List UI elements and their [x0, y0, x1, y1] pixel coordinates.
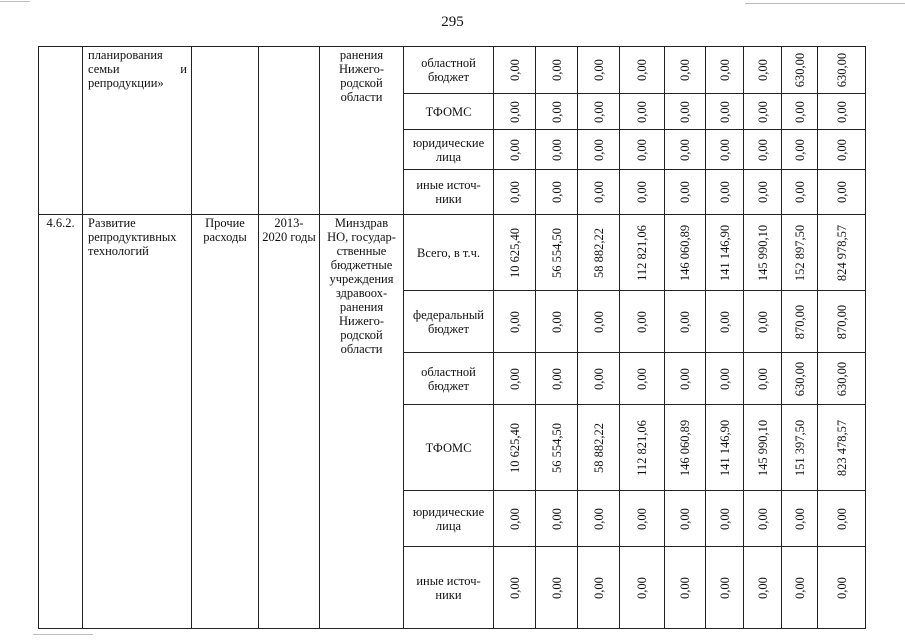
- period-cell: [259, 47, 320, 215]
- value-text: 112 821,06: [635, 224, 649, 281]
- value-text: 0,00: [717, 100, 732, 123]
- value-text: 0,00: [678, 576, 692, 599]
- value-cell: [665, 491, 706, 547]
- page-number: 295: [441, 14, 464, 30]
- value-text: 0,00: [507, 100, 522, 123]
- value-text: 10 625,40: [507, 422, 522, 473]
- value-text: 0,00: [834, 507, 849, 530]
- value-cell: [494, 47, 536, 94]
- source-cell: областной бюджет: [404, 47, 494, 94]
- value-text: 0,00: [717, 367, 732, 390]
- scan-artifact-line: [33, 634, 93, 635]
- value-cell: [665, 291, 706, 353]
- value-cell: [665, 170, 706, 215]
- value-text: 0,00: [792, 138, 807, 161]
- value-text: 0,00: [834, 138, 849, 161]
- value-cell: [665, 547, 706, 629]
- measure-name-word: и: [180, 62, 187, 76]
- value-text: 0,00: [635, 100, 649, 123]
- value-cell: [744, 130, 782, 170]
- value-text: 0,00: [717, 181, 732, 203]
- value-cell: [578, 547, 620, 629]
- value-text: 56 554,50: [549, 422, 564, 473]
- category-cell: [192, 47, 259, 215]
- value-text: 0,00: [591, 367, 606, 390]
- value-cell: [494, 547, 536, 629]
- value-cell: [536, 215, 578, 291]
- measure-name-cell: Развитие репродуктивных технологий: [83, 215, 192, 629]
- value-cell: [744, 94, 782, 130]
- value-text: 0,00: [717, 576, 732, 599]
- value-text: 0,00: [507, 310, 522, 333]
- value-text: 0,00: [678, 507, 692, 530]
- value-cell: [706, 47, 744, 94]
- value-cell: [706, 405, 744, 491]
- value-cell: [782, 94, 818, 130]
- value-cell: [620, 291, 665, 353]
- value-cell: [536, 170, 578, 215]
- value-text: 145 990,10: [755, 224, 770, 281]
- value-cell: [744, 170, 782, 215]
- value-text: 146 060,89: [678, 419, 692, 476]
- value-cell: [536, 547, 578, 629]
- value-text: 0,00: [834, 576, 849, 599]
- value-cell: [706, 170, 744, 215]
- value-cell: [536, 94, 578, 130]
- value-cell: [818, 215, 866, 291]
- value-text: 0,00: [678, 310, 692, 333]
- value-cell: [536, 130, 578, 170]
- value-cell: [665, 130, 706, 170]
- value-text: 0,00: [755, 576, 770, 599]
- value-cell: [706, 291, 744, 353]
- value-text: 0,00: [755, 138, 770, 161]
- value-cell: [744, 547, 782, 629]
- value-text: 0,00: [755, 181, 770, 203]
- value-cell: [578, 353, 620, 405]
- number-cell: 4.6.2.: [39, 215, 83, 629]
- value-cell: [620, 353, 665, 405]
- measure-name-line: репродукции»: [88, 76, 164, 90]
- value-text: 141 146,90: [717, 419, 732, 476]
- value-text: 0,00: [678, 138, 692, 161]
- value-cell: [578, 170, 620, 215]
- value-cell: [536, 353, 578, 405]
- value-text: 0,00: [549, 367, 564, 390]
- value-text: 0,00: [507, 576, 522, 599]
- value-text: 0,00: [678, 181, 692, 203]
- value-cell: [744, 291, 782, 353]
- table-row: [39, 47, 866, 94]
- value-text: 112 821,06: [635, 419, 649, 476]
- value-text: 0,00: [507, 59, 522, 81]
- value-text: 0,00: [717, 507, 732, 530]
- value-text: 0,00: [549, 310, 564, 333]
- value-text: 870,00: [834, 304, 849, 339]
- value-text: 0,00: [755, 367, 770, 390]
- value-cell: [744, 491, 782, 547]
- value-cell: [536, 491, 578, 547]
- value-cell: [665, 47, 706, 94]
- source-cell: федеральный бюджет: [404, 291, 494, 353]
- value-text: 0,00: [635, 367, 649, 390]
- value-text: 141 146,90: [717, 224, 732, 281]
- value-text: 0,00: [549, 138, 564, 161]
- value-text: 0,00: [591, 100, 606, 123]
- value-text: 0,00: [635, 507, 649, 530]
- value-cell: [782, 491, 818, 547]
- value-text: 0,00: [792, 100, 807, 123]
- value-text: 0,00: [591, 181, 606, 203]
- value-cell: [578, 94, 620, 130]
- value-cell: [818, 47, 866, 94]
- value-cell: [818, 94, 866, 130]
- scan-artifact-line: [745, 3, 905, 4]
- value-cell: [782, 47, 818, 94]
- value-cell: [494, 353, 536, 405]
- source-cell: иные источ-ники: [404, 170, 494, 215]
- value-cell: [494, 94, 536, 130]
- value-cell: [706, 130, 744, 170]
- value-cell: [665, 215, 706, 291]
- value-cell: [782, 215, 818, 291]
- value-cell: [818, 291, 866, 353]
- value-cell: [620, 47, 665, 94]
- value-text: 0,00: [635, 59, 649, 81]
- value-text: 630,00: [792, 52, 807, 88]
- value-text: 0,00: [755, 507, 770, 530]
- value-text: 0,00: [591, 576, 606, 599]
- value-cell: [536, 291, 578, 353]
- value-text: 0,00: [549, 507, 564, 530]
- value-cell: [494, 291, 536, 353]
- value-text: 824 978,57: [834, 224, 849, 281]
- value-text: 145 990,10: [755, 419, 770, 476]
- value-text: 0,00: [792, 181, 807, 203]
- category-cell: Прочие расходы: [192, 215, 259, 629]
- value-cell: [494, 405, 536, 491]
- value-text: 0,00: [717, 138, 732, 161]
- value-text: 0,00: [549, 576, 564, 599]
- budget-table: [38, 46, 866, 629]
- value-cell: [818, 353, 866, 405]
- value-cell: [706, 353, 744, 405]
- value-cell: [706, 491, 744, 547]
- measure-name-line: [88, 62, 187, 76]
- value-cell: [578, 215, 620, 291]
- value-text: 0,00: [591, 507, 606, 530]
- value-cell: [782, 547, 818, 629]
- value-cell: [665, 353, 706, 405]
- value-cell: [578, 47, 620, 94]
- value-cell: [782, 291, 818, 353]
- value-text: 0,00: [507, 507, 522, 530]
- value-cell: [782, 130, 818, 170]
- value-cell: [536, 47, 578, 94]
- measure-name-word: семьи: [88, 62, 120, 76]
- source-cell: юридические лица: [404, 130, 494, 170]
- source-cell: ТФОМС: [404, 94, 494, 130]
- value-text: 0,00: [507, 138, 522, 161]
- source-cell: Всего, в т.ч.: [404, 215, 494, 291]
- value-cell: [494, 491, 536, 547]
- value-text: 0,00: [635, 181, 649, 203]
- value-text: 0,00: [591, 59, 606, 81]
- value-text: 0,00: [678, 100, 692, 123]
- value-cell: [665, 405, 706, 491]
- value-cell: [782, 170, 818, 215]
- value-cell: [744, 215, 782, 291]
- value-cell: [494, 170, 536, 215]
- value-text: 0,00: [549, 181, 564, 203]
- value-cell: [744, 353, 782, 405]
- value-cell: [494, 130, 536, 170]
- value-text: 0,00: [678, 59, 692, 81]
- value-cell: [744, 47, 782, 94]
- value-cell: [620, 130, 665, 170]
- table-row: [39, 215, 866, 291]
- value-cell: [536, 405, 578, 491]
- value-cell: [578, 405, 620, 491]
- scan-artifact-line: [0, 1, 30, 2]
- value-text: 58 882,22: [591, 422, 606, 473]
- value-cell: [818, 130, 866, 170]
- value-cell: [620, 405, 665, 491]
- value-text: 10 625,40: [507, 227, 522, 278]
- value-text: 0,00: [635, 576, 649, 599]
- value-text: 0,00: [678, 367, 692, 390]
- value-cell: [494, 215, 536, 291]
- value-cell: [818, 547, 866, 629]
- value-text: 146 060,89: [678, 224, 692, 281]
- period-cell: 2013-2020 годы: [259, 215, 320, 629]
- value-text: 151 397,50: [792, 419, 807, 476]
- value-cell: [782, 353, 818, 405]
- value-text: 0,00: [834, 100, 849, 123]
- value-text: 630,00: [834, 361, 849, 396]
- value-text: 0,00: [755, 59, 770, 81]
- value-cell: [706, 547, 744, 629]
- value-text: 870,00: [792, 304, 807, 339]
- value-text: 0,00: [635, 138, 649, 161]
- value-text: 0,00: [507, 181, 522, 203]
- value-text: 56 554,50: [549, 227, 564, 278]
- value-text: 0,00: [792, 576, 807, 599]
- value-text: 0,00: [549, 100, 564, 123]
- number-cell: [39, 47, 83, 215]
- value-cell: [782, 405, 818, 491]
- value-text: 0,00: [717, 310, 732, 333]
- executor-cell: Минздрав НО, государ-ственные бюджетные учреждения здравоох-ранения Нижего-родской области: [320, 215, 404, 629]
- value-cell: [578, 491, 620, 547]
- value-text: 0,00: [755, 100, 770, 123]
- value-text: 152 897,50: [792, 224, 807, 281]
- value-text: 0,00: [635, 310, 649, 333]
- value-cell: [620, 547, 665, 629]
- value-text: 0,00: [834, 181, 849, 203]
- value-text: 0,00: [717, 59, 732, 81]
- measure-name-cell: [83, 47, 192, 215]
- value-cell: [706, 215, 744, 291]
- value-cell: [818, 491, 866, 547]
- value-text: 0,00: [549, 59, 564, 81]
- source-cell: ТФОМС: [404, 405, 494, 491]
- value-cell: [665, 94, 706, 130]
- value-cell: [620, 94, 665, 130]
- measure-name-line: планирования: [88, 48, 163, 62]
- value-text: 58 882,22: [591, 227, 606, 278]
- value-cell: [578, 291, 620, 353]
- value-text: 0,00: [792, 507, 807, 530]
- source-cell: юридические лица: [404, 491, 494, 547]
- value-text: 630,00: [792, 361, 807, 396]
- value-cell: [706, 94, 744, 130]
- value-text: 0,00: [591, 310, 606, 333]
- value-text: 823 478,57: [834, 419, 849, 476]
- value-text: 630,00: [834, 52, 849, 88]
- value-cell: [620, 215, 665, 291]
- value-cell: [818, 170, 866, 215]
- value-text: 0,00: [507, 367, 522, 390]
- value-cell: [620, 170, 665, 215]
- value-cell: [744, 405, 782, 491]
- source-cell: областной бюджет: [404, 353, 494, 405]
- source-cell: иные источ-ники: [404, 547, 494, 629]
- value-cell: [818, 405, 866, 491]
- executor-cell: ранения Нижего-родской области: [320, 47, 404, 215]
- value-cell: [578, 130, 620, 170]
- value-cell: [620, 491, 665, 547]
- value-text: 0,00: [755, 310, 770, 333]
- value-text: 0,00: [591, 138, 606, 161]
